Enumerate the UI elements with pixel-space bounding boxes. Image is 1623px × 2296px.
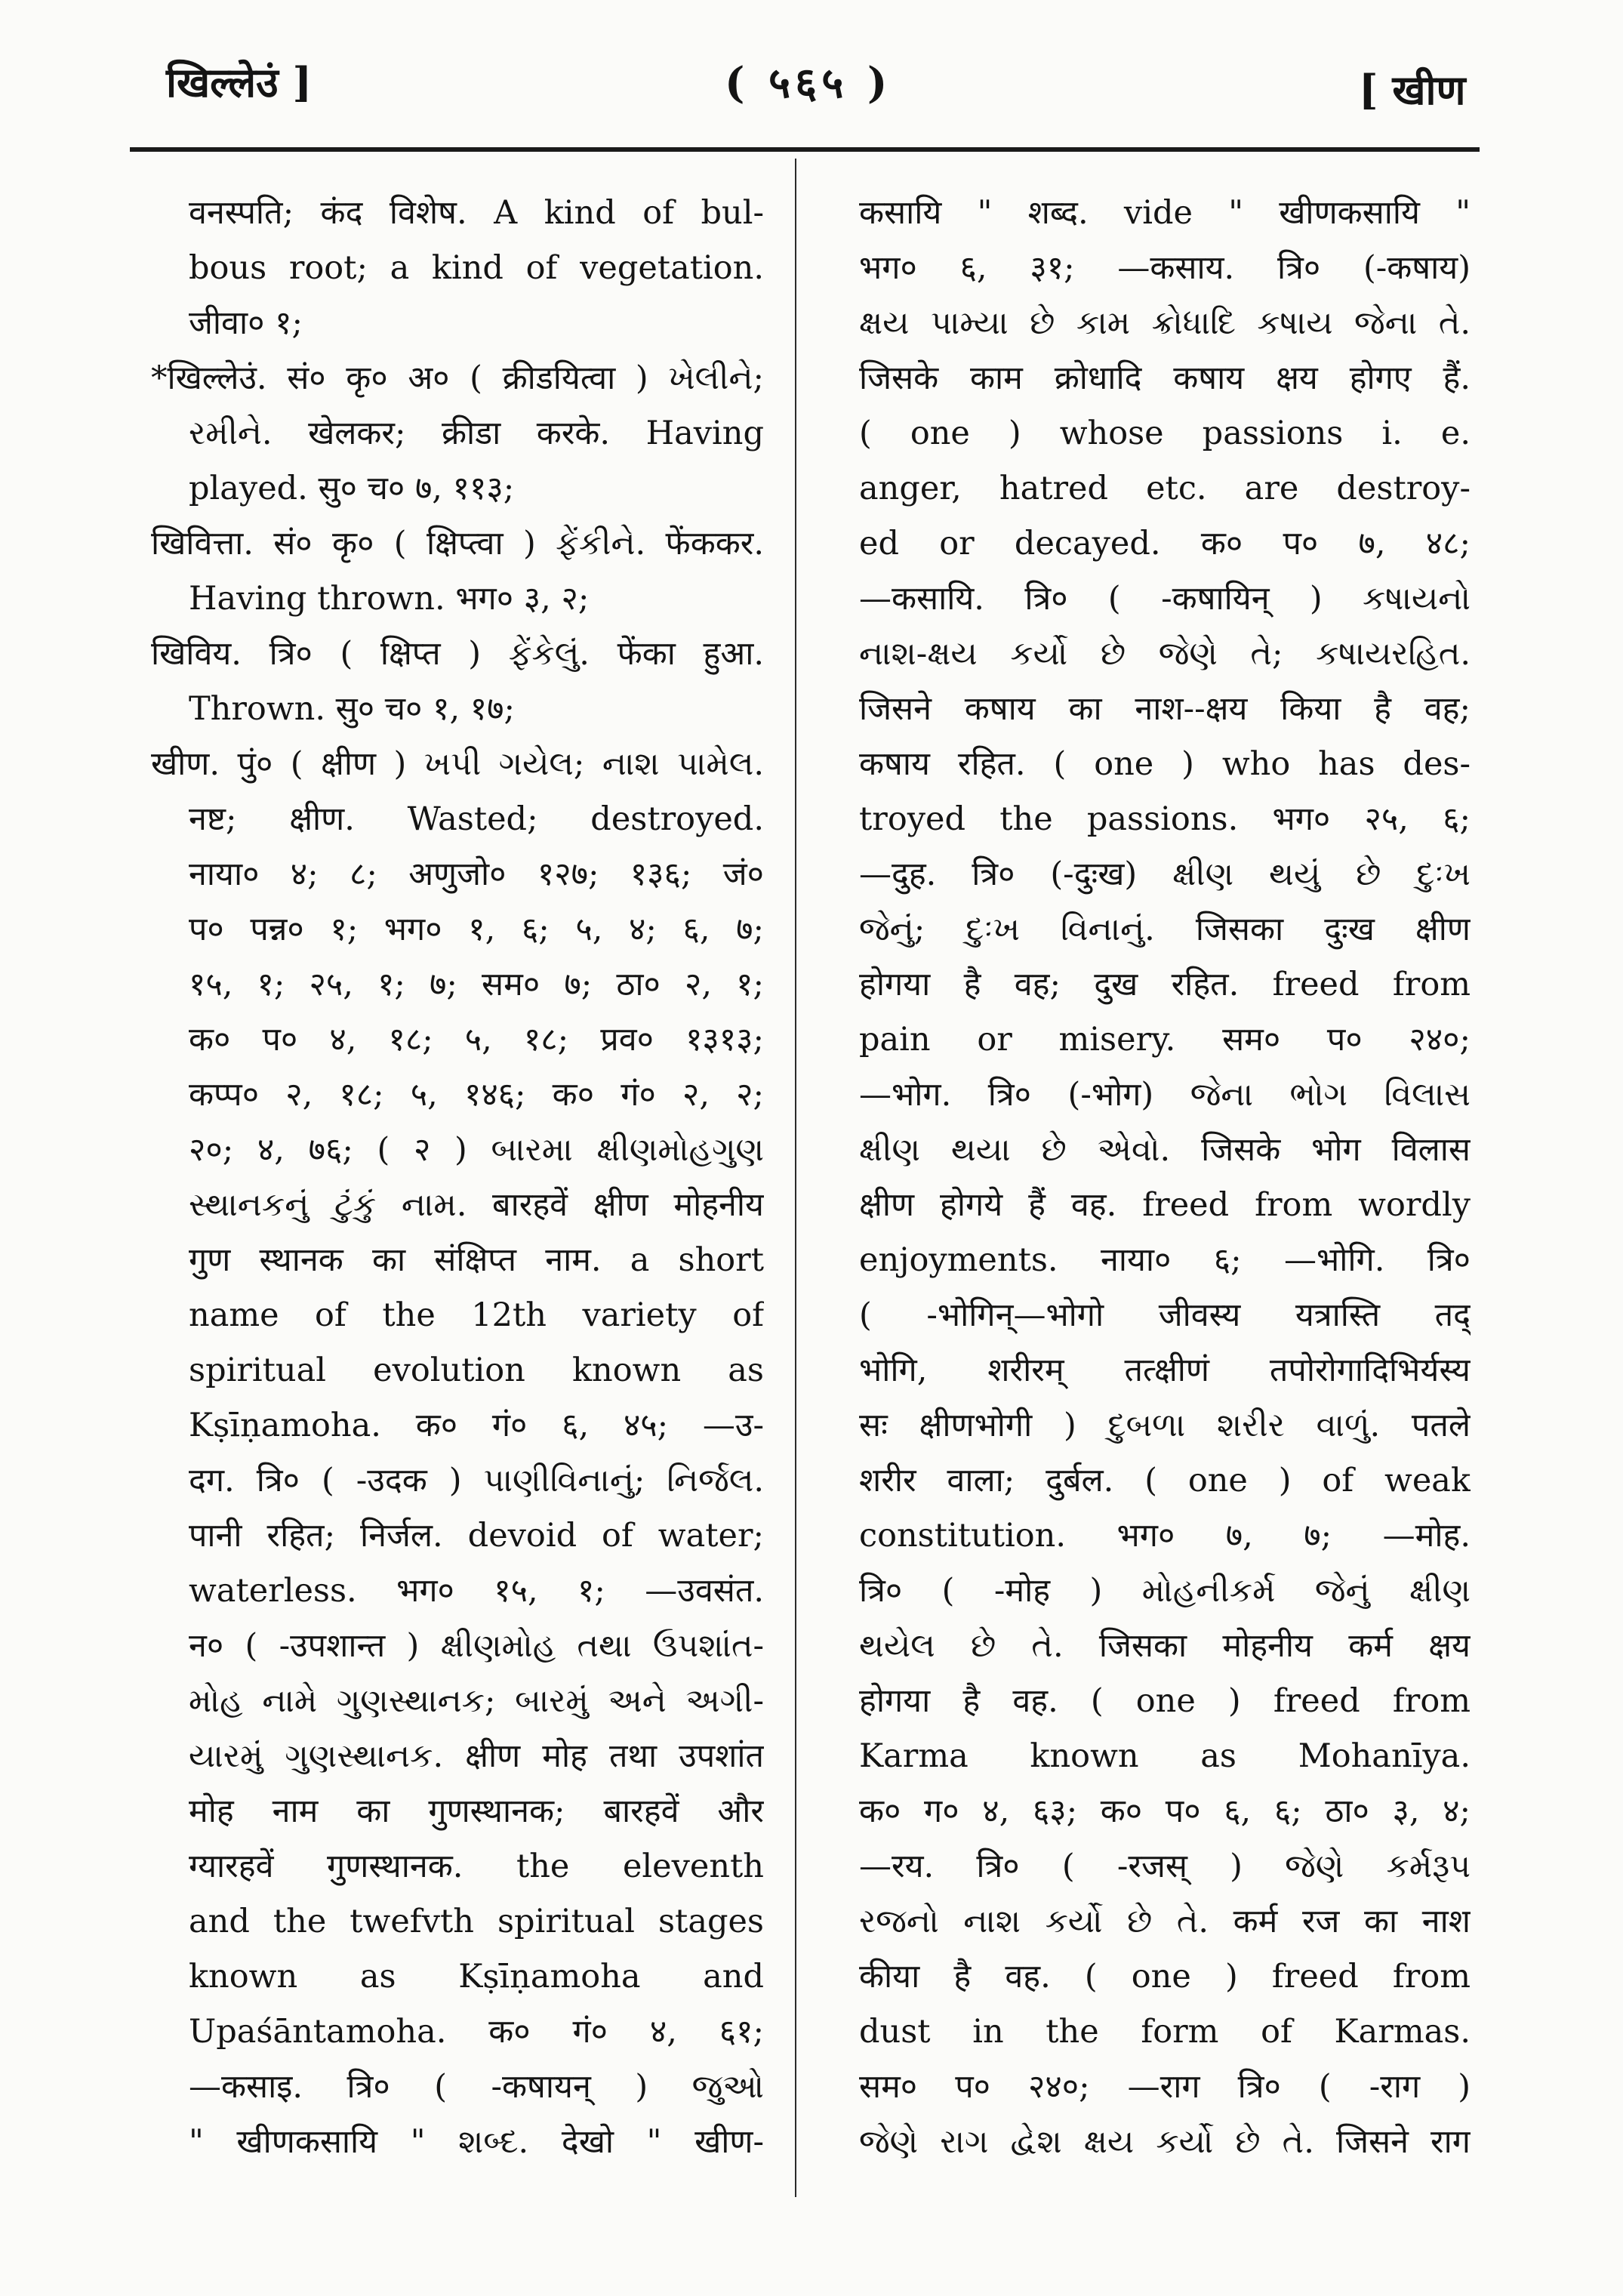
text-line: कीया है वह. ( one ) freed from: [859, 1958, 1471, 1996]
text-line: known as Kṣīṇamoha and: [189, 1958, 764, 1996]
text-line: *खिल्लेउं. सं० कृ० अ० ( क्रीडयित्वा ) ખેલીને;: [151, 359, 764, 397]
text-line: જેનું; દુઃખ વિનાનું. जिसका दुःख क्षीण: [859, 911, 1471, 948]
text-line: —दुह. त्रि० (-दुःख) ક્ષીણ થયું છે દુઃખ: [859, 855, 1471, 893]
text-line: प० पन्न० १; भग० १, ६; ५, ४; ६, ७;: [189, 911, 764, 948]
right-column: [859, 186, 1471, 2170]
header-rule: [130, 147, 1480, 152]
text-line: રમીને. खेलकर; क्रीडा करके. Having: [189, 415, 764, 452]
text-line: नष्ट; क्षीण. Wasted; destroyed.: [189, 800, 764, 838]
text-line: anger, hatred etc. are destroy-: [859, 470, 1471, 507]
text-line: bous root; a kind of vegetation.: [189, 249, 764, 287]
text-line: and the twefvth spiritual stages: [189, 1903, 764, 1940]
text-line: २०; ४, ७६; ( २ ) બારમા ક્ષીણમોહગુણ: [189, 1131, 764, 1169]
text-line: મોહ નામે ગુણસ્થાનક; બારમું અને અગી-: [189, 1682, 764, 1720]
text-line: —भोग. त्रि० (-भोग) જેના ભોગ વિલાસ: [859, 1076, 1471, 1114]
text-line: भग० ६, ३१; —कसाय. त्रि० (-कषाय): [859, 249, 1471, 287]
text-line: Karma known as Mohanīya.: [859, 1737, 1471, 1775]
text-line: dust in the form of Karmas.: [859, 2013, 1471, 2051]
text-line: —रय. त्रि० ( -रजस् ) જેણે કર્મરૂપ: [859, 1848, 1471, 1885]
text-line: कषाय रहित. ( one ) who has des-: [859, 745, 1471, 783]
text-line: सः क्षीणभोगी ) દુબળા શરીર વાળું. पतले: [859, 1407, 1471, 1444]
text-line: સ્થાનકનું ટુંકું નામ. बारहवें क्षीण मोहनीय: [189, 1186, 764, 1224]
text-line: खिविय. त्रि० ( क्षिप्त ) ફેંકેલું. फेंका हुआ.: [151, 635, 764, 673]
text-line: वनस्पति; कंद विशेष. A kind of bul-: [189, 194, 764, 232]
text-line: played. सु० च० ७, ११३;: [189, 470, 515, 507]
text-line: —कसायि. त्रि० ( -कषायिन् ) કષાયનો: [859, 580, 1471, 618]
text-line: क० प० ४, १८; ५, १८; प्रव० १३१३;: [189, 1021, 764, 1059]
column-divider: [795, 159, 796, 2197]
text-line: Thrown. सु० च० १, १७;: [189, 690, 515, 728]
text-line: कप्प० २, १८; ५, १४६; क० गं० २, २;: [189, 1076, 764, 1114]
page-header: [0, 53, 1623, 128]
text-line: पानी रहित; निर्जल. devoid of water;: [189, 1517, 764, 1555]
text-line: pain or misery. सम० प० २४०;: [859, 1021, 1471, 1059]
text-line: યારમું ગુણસ્થાનક. क्षीण मोह तथा उपशांत: [189, 1737, 764, 1775]
text-line: क० ग० ४, ६३; क० प० ६, ६; ठा० ३, ४;: [859, 1792, 1471, 1830]
text-line: spiritual evolution known as: [189, 1351, 764, 1389]
text-line: જેણે રાગ દ્વેશ ક્ષય કર્યો છે તે. जिसने राग: [859, 2123, 1471, 2161]
header-right-guide-word: [ खीण: [1359, 66, 1466, 114]
text-line: होगया है वह. ( one ) freed from: [859, 1682, 1471, 1720]
text-line: शरीर वाला; दुर्बल. ( one ) of weak: [859, 1462, 1471, 1499]
text-line: १५, १; २५, १; ७; सम० ७; ठा० २, १;: [189, 966, 764, 1003]
text-line: —कसाइ. त्रि० ( -कषायन् ) જુઓ: [189, 2068, 764, 2106]
text-line: enjoyments. नाया० ६; —भोगि. त्रि०: [859, 1241, 1471, 1279]
text-line: क्षीण होगये हैं वह. freed from wordly: [859, 1186, 1471, 1224]
text-line: constitution. भग० ७, ७; —मोह.: [859, 1517, 1471, 1555]
page-number: ( ५६५ ): [725, 58, 892, 108]
text-line: जिसके काम क्रोधादि कषाय क्षय होगए हैं.: [859, 359, 1471, 397]
text-line: जिसने कषाय का नाश--क्षय किया है वह;: [859, 690, 1471, 728]
text-line: नाया० ४; ८; अणुजो० १२७; १३६; जं०: [189, 855, 764, 893]
text-line: નાશ-ક્ષય કર્યો છે જેણે તે; કષાયરહિત.: [859, 635, 1471, 673]
text-line: Having thrown. भग० ३, २;: [189, 580, 590, 618]
text-line: રજનો નાશ કર્યો છે તે. कर्म रज का नाश: [859, 1903, 1471, 1940]
text-line: ( one ) whose passions i. e.: [859, 415, 1471, 452]
text-line: न० ( -उपशान्त ) ક્ષીણમોહ તથા ઉપશાંત-: [189, 1627, 764, 1665]
text-line: ( -भोगिन्—भोगो जीवस्य यत्रास्ति तद्: [859, 1296, 1471, 1334]
text-line: Kṣīṇamoha. क० गं० ६, ४५; —उ-: [189, 1407, 764, 1444]
text-line: Upaśāntamoha. क० गं० ४, ६१;: [189, 2013, 764, 2051]
text-line: name of the 12th variety of: [189, 1296, 764, 1334]
text-line: થયેલ છે તે. जिसका मोहनीय कर्म क्षय: [859, 1627, 1471, 1665]
text-line: ક્ષીણ થયા છે એવો. जिसके भोग विलास: [859, 1131, 1471, 1169]
text-line: ग्यारहवें गुणस्थानक. the eleventh: [189, 1848, 764, 1885]
left-column: [151, 186, 764, 2170]
text-line: troyed the passions. भग० २५, ६;: [859, 800, 1471, 838]
text-line: दग. त्रि० ( -उदक ) પાણીવિનાનું; નિર્જલ.: [189, 1462, 764, 1499]
text-line: जीवा० १;: [189, 304, 303, 342]
header-left-guide-word: खिल्लेउं ]: [166, 58, 313, 106]
text-line: मोह नाम का गुणस्थानक; बारहवें और: [189, 1792, 764, 1830]
text-line: होगया है वह; दुख रहित. freed from: [859, 966, 1471, 1003]
text-line: ed or decayed. क० प० ७, ४८;: [859, 525, 1471, 562]
text-line: कसायि " शब्द. vide " खीणकसायि ": [859, 194, 1471, 232]
text-line: खीण. पुं० ( क्षीण ) ખપી ગયેલ; નાશ પામેલ.: [151, 745, 764, 783]
text-line: त्रि० ( -मोह ) મોહનીકર્મ જેનું ક્ષીણ: [859, 1572, 1471, 1610]
text-line: गुण स्थानक का संक्षिप्त नाम. a short: [189, 1241, 764, 1279]
text-line: ક્ષય પામ્યા છે કામ ક્રોધાદિ કષાય જેના તે.: [859, 304, 1471, 342]
text-line: सम० प० २४०; —राग त्रि० ( -राग ): [859, 2068, 1471, 2106]
text-line: भोगि, शरीरम् तत्क्षीणं तपोरोगादिभिर्यस्य: [859, 1351, 1471, 1389]
text-line: खिवित्ता. सं० कृ० ( क्षिप्त्वा ) ફેંકીને. फेंककर.: [151, 525, 764, 562]
text-line: waterless. भग० १५, १; —उवसंत.: [189, 1572, 764, 1610]
text-line: " खीणकसायि " શબ્દ. देखो " खीण-: [189, 2123, 764, 2161]
